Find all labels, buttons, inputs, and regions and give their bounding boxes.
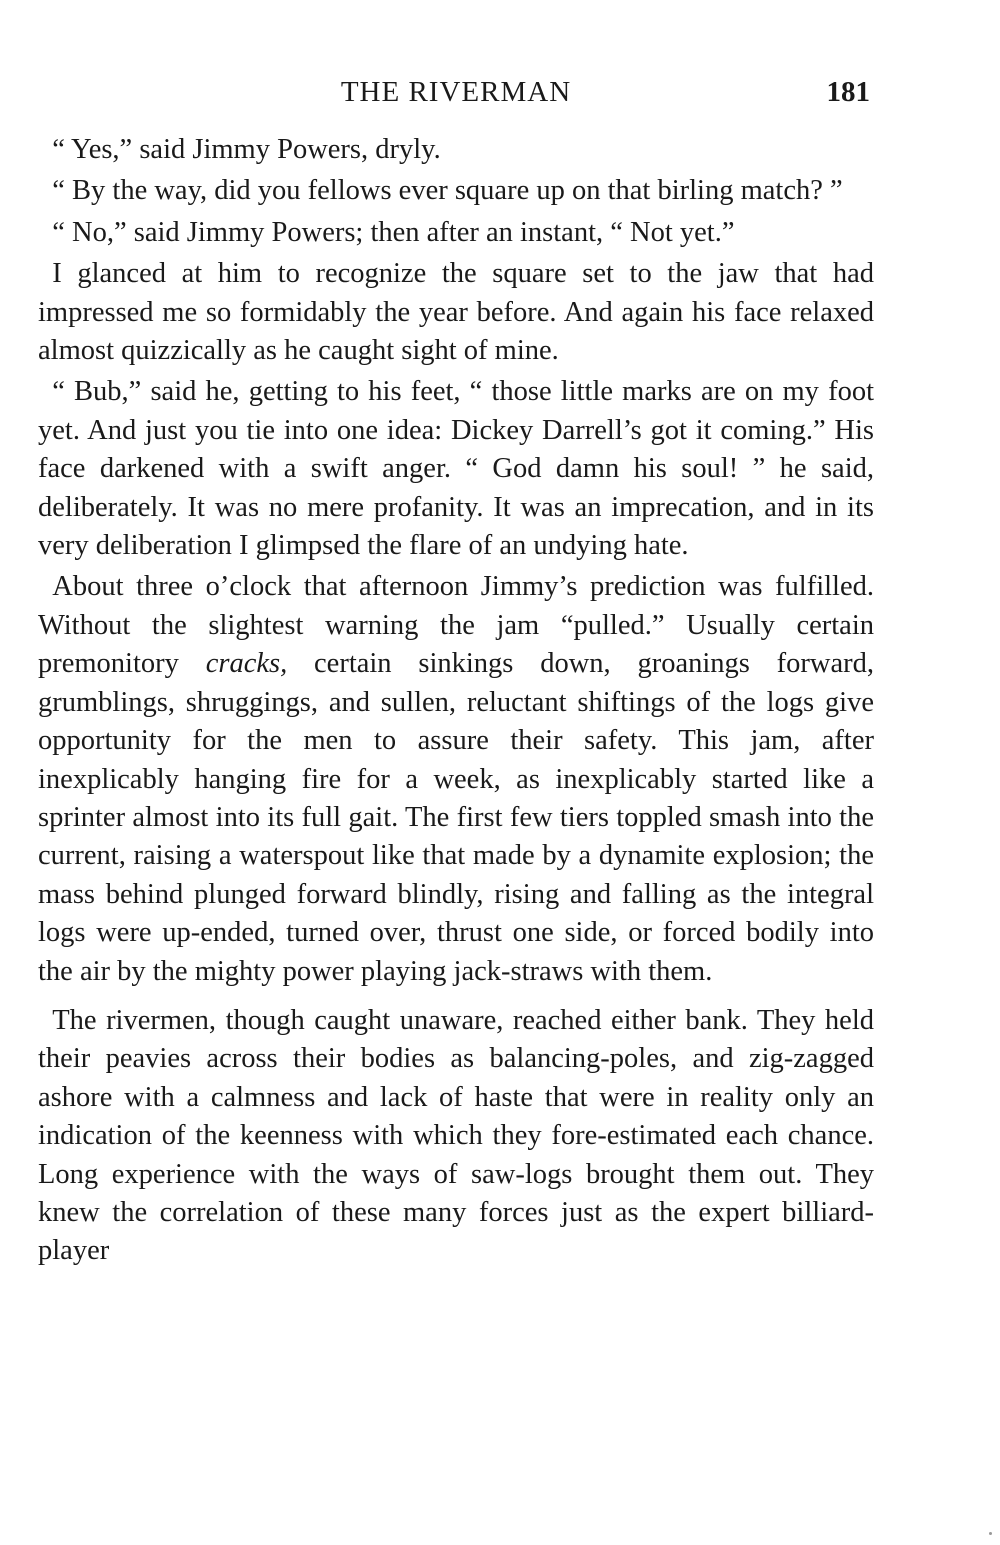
paragraph: I glanced at him to recognize the square set to the jaw that had impressed me so formidably the year before. And again his face relaxed almost quizzically as he caught sight of mine. (38, 258, 874, 367)
paragraph: “ No,” said Jimmy Powers; then after an instant, “ Not yet.” (52, 216, 735, 248)
paragraph-text-start: About three o’clock that afternoon Jimmy’s prediction was fulfilled. Without the slightest warning the jam “pulled.” Usually certain premonitory (38, 571, 874, 680)
paragraph: “ Yes,” said Jimmy Powers, dryly. (52, 134, 441, 165)
running-title: THE RIVERMAN (340, 76, 572, 108)
paragraph-text-end: certain sinkings down, groanings forward, grumblings, shruggings, and sullen, reluctant shiftings of the logs give opportunity for the men to assure their safety. This jam, after inexplicably hanging fire for a week, as inexplicably started like a sprinter almost into its full gait. The first few tiers toppled smash into the current, raising a waterspout like that made by a dynamite explosion; the mass behind plunged forward blindly, rising and falling as the integral logs were up-ended, turned over, thrust one side, or forced bodily into the air by the mighty power playing jack-straws with them. (38, 648, 874, 987)
running-header (38, 72, 874, 112)
italic-word: cracks, (205, 648, 288, 680)
page-number: 181 (826, 76, 870, 108)
paragraph: “ Bub,” said he, getting to his feet, “ those little marks are on my foot yet. And just you tie into one idea: Dickey Darrell’s got it coming.” His face darkened with a swift anger. “ God damn his soul! ” he said, deliberately. It was no mere profanity. It was an imprecation, and in its very deliberation I glimpsed the flare of an undying hate. (38, 376, 874, 562)
paragraph: “ By the way, did you fellows ever square up on that birling match? ” (52, 175, 843, 207)
paper-speck (989, 1532, 992, 1535)
paragraph: The rivermen, though caught unaware, reached either bank. They held their peavies across their bodies as balancing-poles, and zig-zagged ashore with a calmness and lack of haste that were in reality only an indication of the keenness with which they fore-estimated each chance. Long experience with the ways of saw-logs brought them out. They knew the correlation of these many forces just as the expert billiard-player (38, 1004, 874, 1267)
body-text (38, 131, 874, 1271)
paragraph (38, 568, 874, 990)
